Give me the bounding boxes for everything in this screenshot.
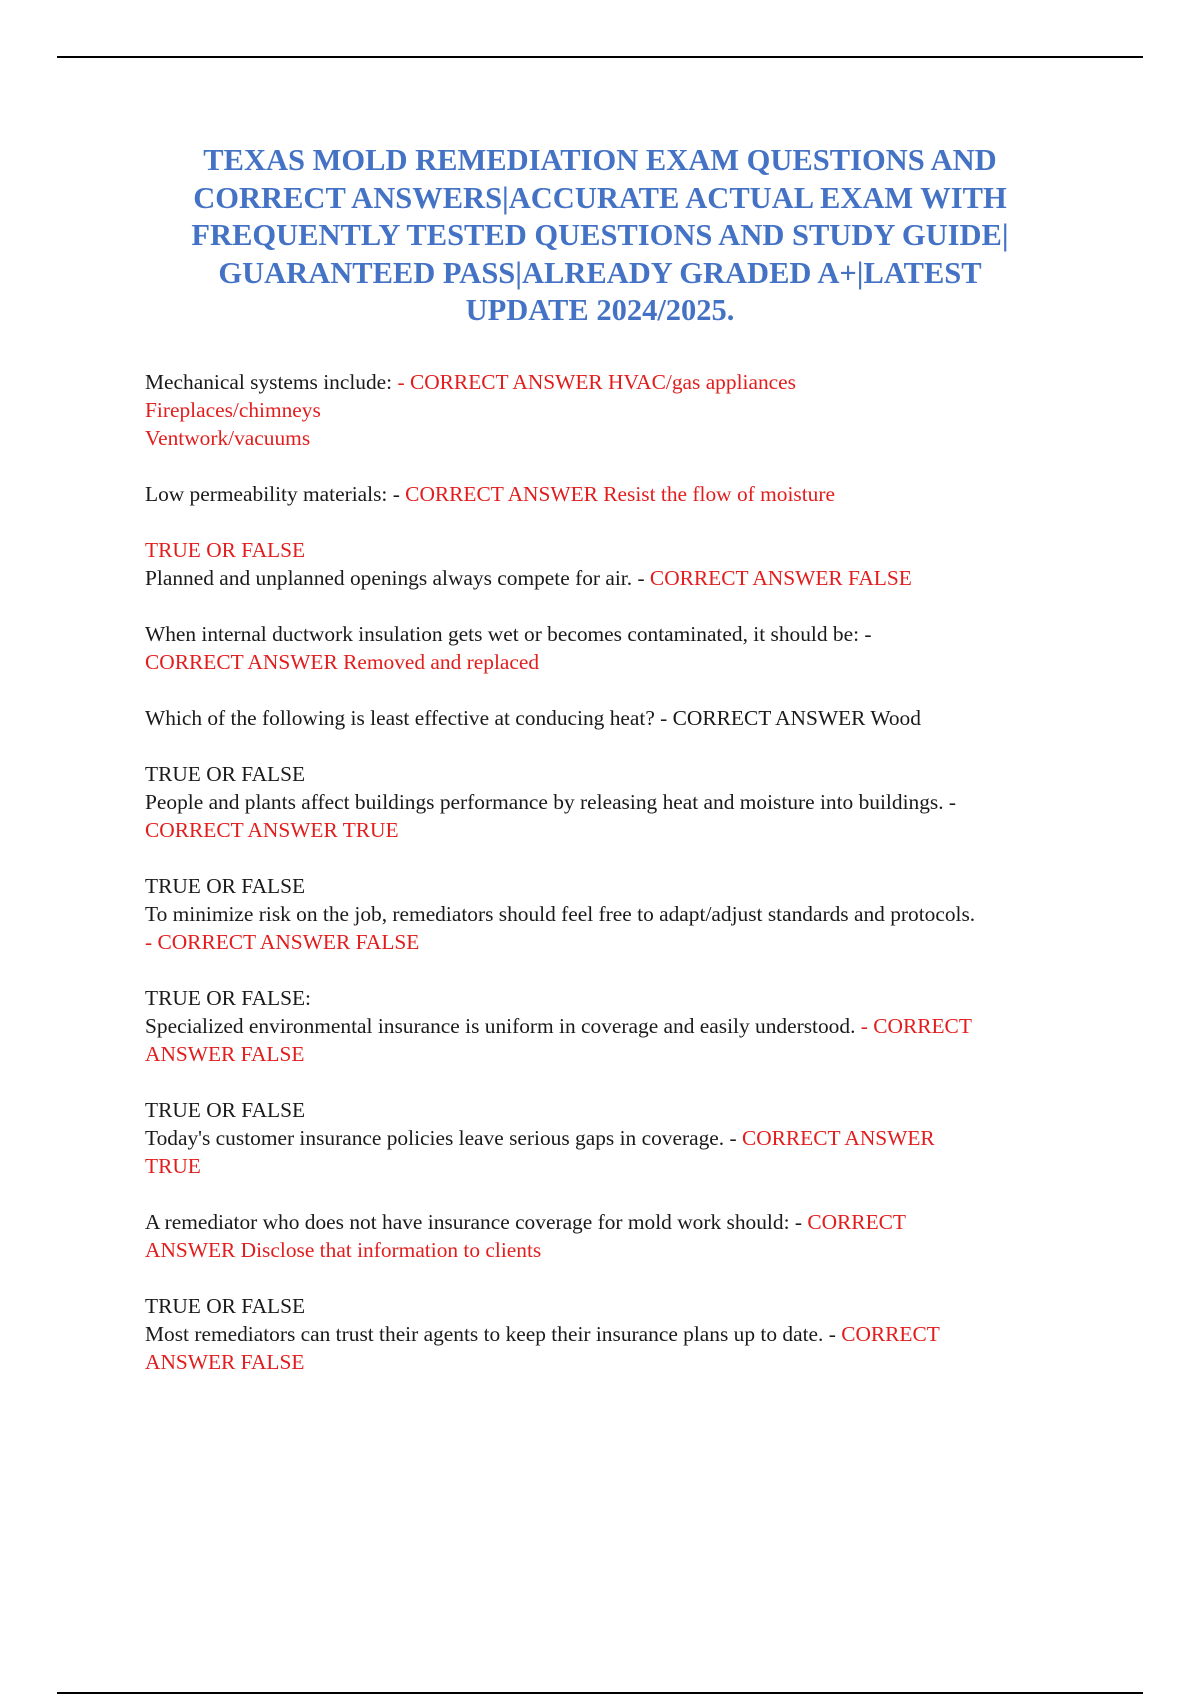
qa-item bbox=[145, 760, 1095, 844]
qa-item bbox=[145, 536, 1095, 592]
answer-text: - CORRECT bbox=[860, 1014, 972, 1038]
question-text: Most remediators can trust their agents to keep their insurance plans up to date. - bbox=[145, 1322, 842, 1346]
answer-text: CORRECT ANSWER TRUE bbox=[145, 818, 399, 842]
question-text: Which of the following is least effective at conducing heat? - CORRECT ANSWER Wood bbox=[145, 706, 921, 730]
answer-text: CORRECT ANSWER Removed and replaced bbox=[145, 650, 540, 674]
title-line: FREQUENTLY TESTED QUESTIONS AND STUDY GUIDE| bbox=[191, 218, 1009, 252]
qa-item bbox=[145, 1208, 1095, 1264]
answer-text: ANSWER FALSE bbox=[145, 1042, 305, 1066]
qa-item bbox=[145, 984, 1095, 1068]
answer-text: Ventwork/vacuums bbox=[145, 426, 311, 450]
question-label: TRUE OR FALSE bbox=[145, 538, 306, 562]
answer-text: CORRECT bbox=[841, 1322, 940, 1346]
qa-item bbox=[145, 480, 1095, 508]
question-label: TRUE OR FALSE bbox=[145, 1294, 306, 1318]
qa-item bbox=[145, 620, 1095, 676]
question-text: People and plants affect buildings performance by releasing heat and moisture into buildings. - bbox=[145, 790, 957, 814]
answer-text: CORRECT ANSWER FALSE bbox=[649, 566, 912, 590]
question-text: To minimize risk on the job, remediators should feel free to adapt/adjust standards and protocols. bbox=[145, 902, 976, 926]
answer-text: CORRECT ANSWER Resist the flow of moisture bbox=[405, 482, 835, 506]
answer-text: - CORRECT ANSWER HVAC/gas appliances bbox=[397, 370, 796, 394]
answer-text: TRUE bbox=[145, 1154, 201, 1178]
title-line: CORRECT ANSWERS|ACCURATE ACTUAL EXAM WITH bbox=[193, 180, 1007, 215]
qa-item bbox=[145, 1292, 1095, 1376]
title-line: GUARANTEED PASS|ALREADY GRADED A+|LATEST bbox=[218, 255, 982, 290]
question-label: TRUE OR FALSE: bbox=[145, 986, 311, 1010]
qa-item bbox=[145, 704, 1095, 732]
title-line: UPDATE 2024/2025. bbox=[465, 293, 735, 327]
question-text: Mechanical systems include: bbox=[145, 370, 398, 394]
qa-list bbox=[145, 368, 1095, 1404]
header-rule bbox=[57, 56, 1143, 58]
question-text: Today's customer insurance policies leave serious gaps in coverage. - bbox=[145, 1126, 742, 1150]
question-text: Planned and unplanned openings always compete for air. - bbox=[145, 566, 650, 590]
answer-text: CORRECT bbox=[807, 1210, 906, 1234]
title-line: TEXAS MOLD REMEDIATION EXAM QUESTIONS AND bbox=[203, 143, 997, 177]
question-text: A remediator who does not have insurance coverage for mold work should: - bbox=[145, 1210, 808, 1234]
question-label: TRUE OR FALSE bbox=[145, 762, 306, 786]
question-text: Specialized environmental insurance is uniform in coverage and easily understood. bbox=[145, 1014, 861, 1038]
footer-rule bbox=[57, 1692, 1143, 1694]
question-text: When internal ductwork insulation gets wet or becomes contaminated, it should be: - bbox=[145, 622, 872, 646]
question-text: Low permeability materials: - bbox=[145, 482, 406, 506]
qa-item bbox=[145, 368, 1095, 452]
answer-text: CORRECT ANSWER bbox=[741, 1126, 935, 1150]
document-title bbox=[145, 142, 1055, 330]
answer-text: - CORRECT ANSWER FALSE bbox=[145, 930, 420, 954]
question-label: TRUE OR FALSE bbox=[145, 874, 306, 898]
question-label: TRUE OR FALSE bbox=[145, 1098, 306, 1122]
answer-text: ANSWER FALSE bbox=[145, 1350, 305, 1374]
answer-text: Fireplaces/chimneys bbox=[145, 398, 321, 422]
qa-item bbox=[145, 1096, 1095, 1180]
qa-item bbox=[145, 872, 1095, 956]
answer-text: ANSWER Disclose that information to clients bbox=[145, 1238, 542, 1262]
